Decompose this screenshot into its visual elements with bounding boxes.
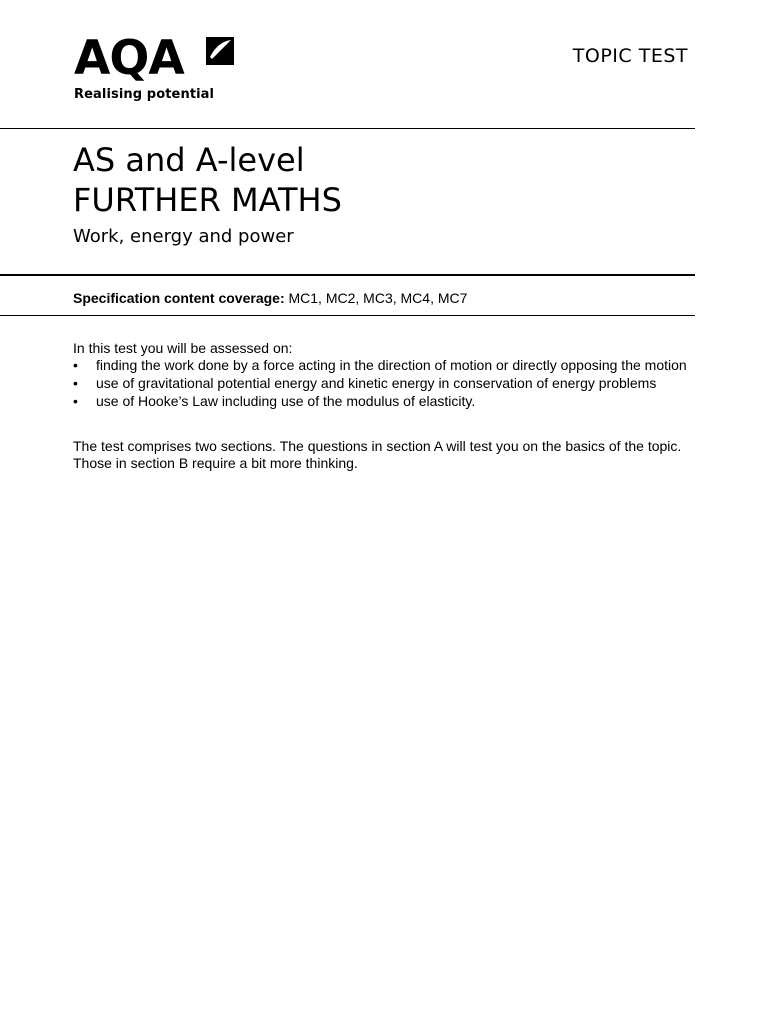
list-item: • finding the work done by a force acting in the direction of motion or directly opposing the motion — [73, 357, 698, 374]
aqa-logo — [74, 33, 214, 102]
subject-title: FURTHER MATHS — [73, 181, 342, 219]
logo-text: AQA — [74, 31, 184, 86]
document-type-label: TOPIC TEST — [572, 45, 688, 67]
header-divider — [0, 128, 695, 129]
topic-subtitle: Work, energy and power — [73, 226, 294, 247]
list-item: • use of Hooke’s Law including use of the modulus of elasticity. — [73, 393, 698, 410]
sections-paragraph: The test comprises two sections. The questions in section A will test you on the basics of the topic. Those in section B require a bit more thinking. — [73, 438, 682, 471]
qualification-title: AS and A-level — [73, 141, 305, 179]
title-divider — [0, 274, 695, 276]
title-block — [73, 140, 342, 247]
spec-coverage — [73, 290, 467, 306]
spec-coverage-label: Specification content coverage: — [73, 290, 285, 306]
assessment-list — [73, 357, 698, 410]
intro-text: In this test you will be assessed on: — [73, 340, 293, 356]
spec-divider — [0, 315, 695, 316]
logo-tagline: Realising potential — [74, 87, 215, 102]
leaf-icon — [202, 33, 238, 69]
list-item: • use of gravitational potential energy and kinetic energy in conservation of energy problems — [73, 375, 698, 392]
assessment-content — [73, 340, 698, 472]
spec-coverage-value: MC1, MC2, MC3, MC4, MC7 — [284, 290, 468, 306]
